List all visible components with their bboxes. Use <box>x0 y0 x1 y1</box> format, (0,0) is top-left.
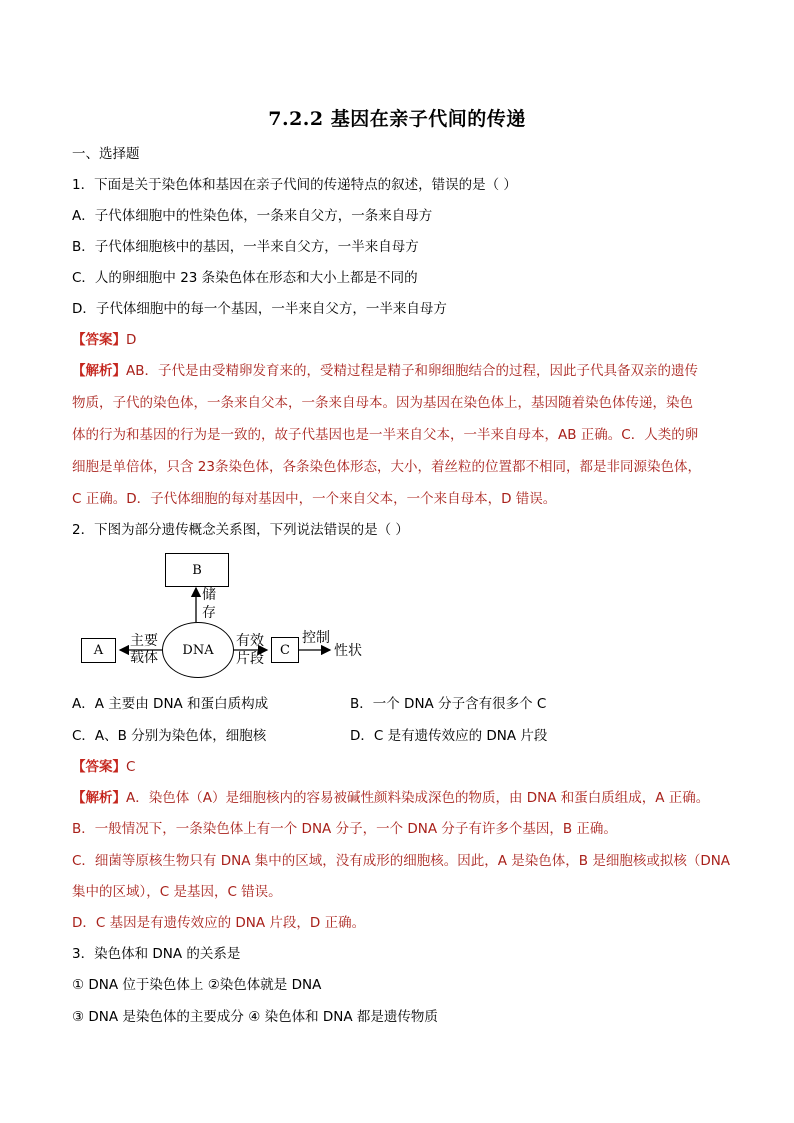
question-3-statement: ① DNA 位于染色体上 ②染色体就是 DNA <box>72 977 322 993</box>
question-2-option-d: D．C 是有遗传效应的 DNA 片段 <box>350 728 548 744</box>
question-1-option-b: B．子代体细胞核中的基因，一半来自父方，一半来自母方 <box>72 239 419 255</box>
diagram-box-c: C <box>271 637 299 663</box>
label-effective-2: 片段 <box>236 651 264 667</box>
label-carrier-1: 主要 <box>130 633 158 649</box>
question-1-analysis-line: C 正确。D．子代体细胞的每对基因中，一个来自父本，一个来自母本，D 错误。 <box>72 491 557 507</box>
question-2-analysis-line <box>72 788 732 808</box>
question-3-stem: 3．染色体和 DNA 的关系是 <box>72 946 241 962</box>
diagram-dna-ellipse: DNA <box>162 622 234 678</box>
question-2-option-c: C．A、B 分别为染色体，细胞核 <box>72 728 267 744</box>
question-2-analysis-line: C．细菌等原核生物只有 DNA 集中的区域，没有成形的细胞核。因此，A 是染色体，B 是细胞核或拟核（DNA <box>72 853 731 869</box>
question-1-analysis-line: 细胞是单倍体，只含 23条染色体，各条染色体形态，大小，着丝粒的位置都不相同，都是非同源染色体， <box>72 459 701 475</box>
label-trait: 性状 <box>334 643 362 659</box>
label-effective-1: 有效 <box>236 633 264 649</box>
question-2-option-a: A．A 主要由 DNA 和蛋白质构成 <box>72 696 269 712</box>
analysis-text: A．染色体（A）是细胞核内的容易被碱性颜料染成深色的物质，由 DNA 和蛋白质组成，A 正确。 <box>126 790 710 806</box>
question-1-option-c: C．人的卵细胞中 23 条染色体在形态和大小上都是不同的 <box>72 270 418 286</box>
label-store-1: 储 <box>202 587 216 603</box>
question-2-answer <box>72 757 732 777</box>
question-2-option-b: B．一个 DNA 分子含有很多个 C <box>350 696 547 712</box>
question-1-option-a: A．子代体细胞中的性染色体，一条来自父方，一条来自母方 <box>72 208 433 224</box>
question-2-analysis-line: B．一般情况下，一条染色体上有一个 DNA 分子，一个 DNA 分子有许多个基因，B 正确。 <box>72 821 617 837</box>
question-1-stem: 1．下面是关于染色体和基因在亲子代间的传递特点的叙述，错误的是（ ） <box>72 177 517 193</box>
label-carrier-2: 载体 <box>130 650 158 666</box>
answer-tag: 【答案】 <box>72 759 126 775</box>
question-1-analysis-line <box>72 361 732 381</box>
question-3-statement: ③ DNA 是染色体的主要成分 ④ 染色体和 DNA 都是遗传物质 <box>72 1009 438 1025</box>
question-1-answer <box>72 330 732 350</box>
question-1-analysis-line: 体的行为和基因的行为是一致的，故子代基因也是一半来自父本，一半来自母本，AB 正确。C．人类的卵 <box>72 427 699 443</box>
label-control: 控制 <box>302 630 330 646</box>
question-2-stem: 2．下图为部分遗传概念关系图，下列说法错误的是（ ） <box>72 522 409 538</box>
diagram-box-b: B <box>165 553 229 587</box>
answer-value: C <box>126 759 136 775</box>
diagram-box-a: A <box>81 638 116 663</box>
answer-tag: 【答案】 <box>72 332 126 348</box>
question-2-analysis-line: D．C 基因是有遗传效应的 DNA 片段，D 正确。 <box>72 915 366 931</box>
section-heading: 一、选择题 <box>72 146 140 162</box>
question-2-analysis-line: 集中的区域），C 是基因，C 错误。 <box>72 884 282 900</box>
label-store-2: 存 <box>202 605 216 621</box>
answer-value: D <box>126 332 137 348</box>
question-1-option-d: D．子代体细胞中的每一个基因，一半来自父方，一半来自母方 <box>72 301 447 317</box>
page-title: 7.2.2 基因在亲子代间的传递 <box>268 108 526 130</box>
analysis-text: AB．子代是由受精卵发育来的，受精过程是精子和卵细胞结合的过程，因此子代具备双亲的遗传 <box>126 363 698 379</box>
analysis-tag: 【解析】 <box>72 363 126 379</box>
analysis-tag: 【解析】 <box>72 790 126 806</box>
question-1-analysis-line: 物质，子代的染色体，一条来自父本，一条来自母本。因为基因在染色体上，基因随着染色体传递，染色 <box>72 395 693 411</box>
